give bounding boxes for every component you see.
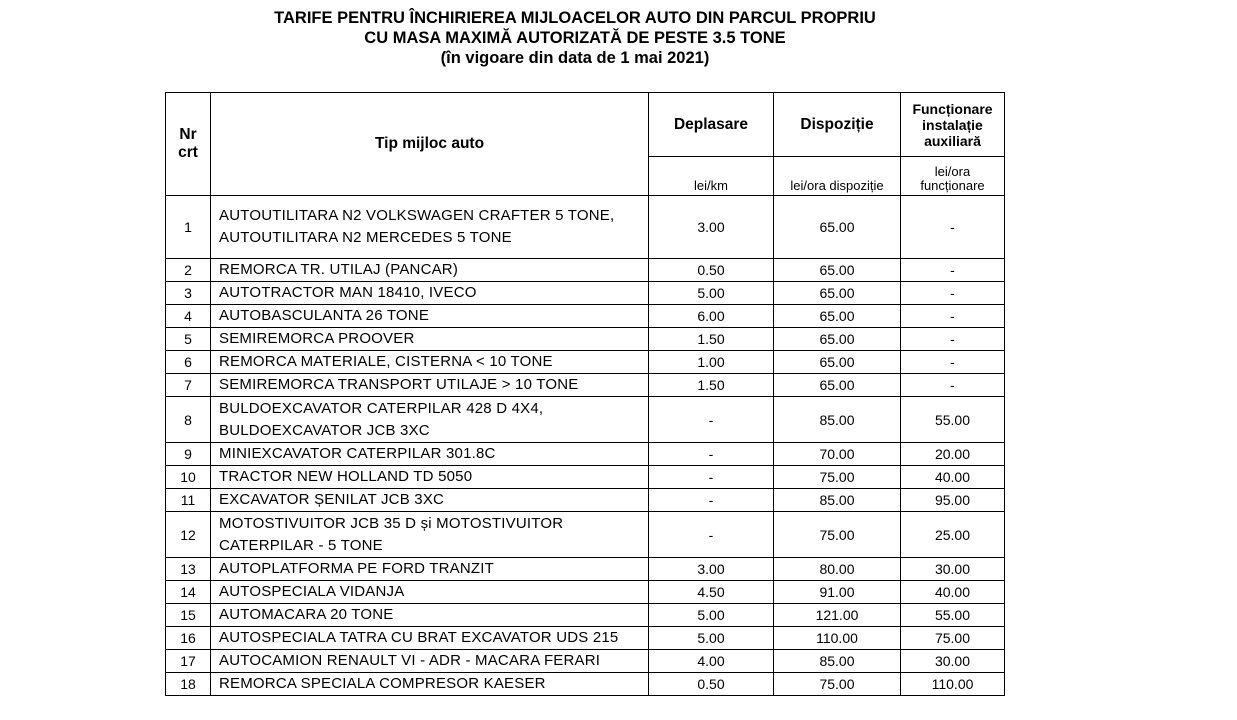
row-nr: 8 [166, 397, 211, 443]
row-name: TRACTOR NEW HOLLAND TD 5050 [211, 466, 649, 489]
row-name [211, 196, 649, 259]
row-name-line1: MOTOSTIVUITOR JCB 35 D și MOTOSTIVUITOR [219, 514, 564, 532]
row-deplasare: - [649, 466, 774, 489]
table-row [166, 627, 1005, 650]
row-functionare: 55.00 [901, 604, 1005, 627]
table-row [166, 581, 1005, 604]
row-name: SEMIREMORCA PROOVER [211, 328, 649, 351]
row-nr: 12 [166, 512, 211, 558]
table-row [166, 466, 1005, 489]
row-dispozitie: 70.00 [774, 443, 901, 466]
row-name: AUTOSPECIALA TATRA CU BRAT EXCAVATOR UDS 215 [211, 627, 649, 650]
header-nr [166, 93, 211, 196]
row-dispozitie: 80.00 [774, 558, 901, 581]
header-deplasare: Deplasare [649, 93, 774, 157]
row-dispozitie: 65.00 [774, 374, 901, 397]
row-dispozitie: 65.00 [774, 196, 901, 259]
header-tip: Tip mijloc auto [211, 93, 649, 196]
row-deplasare: 5.00 [649, 627, 774, 650]
row-name: EXCAVATOR ȘENILAT JCB 3XC [211, 489, 649, 512]
table-row [166, 351, 1005, 374]
unit-deplasare: lei/km [649, 157, 774, 196]
header-nr-line1: Nr [179, 126, 197, 143]
table-row [166, 604, 1005, 627]
header-dispozitie: Dispoziție [774, 93, 901, 157]
row-name: AUTOCAMION RENAULT VI - ADR - MACARA FERARI [211, 650, 649, 673]
row-dispozitie: 65.00 [774, 351, 901, 374]
row-deplasare: 4.50 [649, 581, 774, 604]
row-functionare: 20.00 [901, 443, 1005, 466]
row-functionare: - [901, 351, 1005, 374]
table-row [166, 328, 1005, 351]
row-deplasare: 3.00 [649, 558, 774, 581]
table-header-row [166, 93, 1005, 157]
row-nr: 1 [166, 196, 211, 259]
title-line-3: (în vigoare din data de 1 mai 2021) [440, 49, 710, 67]
row-deplasare: - [649, 512, 774, 558]
row-functionare: 40.00 [901, 466, 1005, 489]
table-row [166, 673, 1005, 696]
row-nr: 2 [166, 259, 211, 282]
row-name: AUTOBASCULANTA 26 TONE [211, 305, 649, 328]
row-functionare: 110.00 [901, 673, 1005, 696]
title-line-1: TARIFE PENTRU ÎNCHIRIEREA MIJLOACELOR AUTO DIN PARCUL PROPRIU [274, 9, 876, 27]
table-row [166, 443, 1005, 466]
header-functionare [901, 93, 1005, 157]
unit-functionare-line1: lei/ora [934, 164, 971, 179]
row-deplasare: 0.50 [649, 259, 774, 282]
row-name: AUTOSPECIALA VIDANJA [211, 581, 649, 604]
row-name-line1: BULDOEXCAVATOR CATERPILAR 428 D 4X4, [219, 399, 544, 417]
row-nr: 3 [166, 282, 211, 305]
row-name-line2: AUTOUTILITARA N2 MERCEDES 5 TONE [219, 229, 512, 246]
row-functionare: 95.00 [901, 489, 1005, 512]
table-row [166, 558, 1005, 581]
header-functionare-line1: Funcționare [912, 100, 993, 117]
row-deplasare: 1.50 [649, 374, 774, 397]
table-row [166, 259, 1005, 282]
row-functionare: - [901, 305, 1005, 328]
table-row [166, 512, 1005, 558]
table-row [166, 305, 1005, 328]
row-dispozitie: 85.00 [774, 397, 901, 443]
table-row [166, 397, 1005, 443]
row-nr: 5 [166, 328, 211, 351]
row-nr: 10 [166, 466, 211, 489]
title-line-2: CU MASA MAXIMĂ AUTORIZATĂ DE PESTE 3.5 TONE [364, 29, 786, 47]
row-deplasare: 1.50 [649, 328, 774, 351]
row-name: AUTOTRACTOR MAN 18410, IVECO [211, 282, 649, 305]
row-dispozitie: 65.00 [774, 259, 901, 282]
row-nr: 16 [166, 627, 211, 650]
table-row [166, 282, 1005, 305]
header-functionare-line2: instalație [922, 116, 983, 133]
row-functionare: 30.00 [901, 558, 1005, 581]
row-nr: 13 [166, 558, 211, 581]
table-row [166, 489, 1005, 512]
row-deplasare: - [649, 397, 774, 443]
row-name-line1: AUTOUTILITARA N2 VOLKSWAGEN CRAFTER 5 TONE, [219, 207, 615, 224]
row-dispozitie: 85.00 [774, 650, 901, 673]
row-deplasare: 5.00 [649, 604, 774, 627]
row-nr: 15 [166, 604, 211, 627]
row-nr: 7 [166, 374, 211, 397]
row-functionare: 30.00 [901, 650, 1005, 673]
row-name [211, 397, 649, 443]
row-dispozitie: 75.00 [774, 673, 901, 696]
row-name: AUTOPLATFORMA PE FORD TRANZIT [211, 558, 649, 581]
row-deplasare: 3.00 [649, 196, 774, 259]
row-functionare: 75.00 [901, 627, 1005, 650]
row-name-line2: CATERPILAR - 5 TONE [219, 536, 383, 554]
row-dispozitie: 65.00 [774, 328, 901, 351]
row-name: REMORCA SPECIALA COMPRESOR KAESER [211, 673, 649, 696]
row-dispozitie: 75.00 [774, 466, 901, 489]
row-functionare: 55.00 [901, 397, 1005, 443]
row-dispozitie: 65.00 [774, 305, 901, 328]
table-row [166, 650, 1005, 673]
row-deplasare: 5.00 [649, 282, 774, 305]
row-name [211, 512, 649, 558]
row-functionare: 25.00 [901, 512, 1005, 558]
row-functionare: - [901, 259, 1005, 282]
row-nr: 6 [166, 351, 211, 374]
header-nr-line2: crt [178, 144, 198, 161]
row-deplasare: - [649, 489, 774, 512]
table-row [166, 196, 1005, 259]
row-dispozitie: 110.00 [774, 627, 901, 650]
unit-functionare [901, 157, 1005, 196]
tariff-table [165, 92, 1005, 696]
row-functionare: - [901, 196, 1005, 259]
row-name-line2: BULDOEXCAVATOR JCB 3XC [219, 421, 430, 439]
row-name: REMORCA TR. UTILAJ (PANCAR) [211, 259, 649, 282]
row-functionare: - [901, 328, 1005, 351]
unit-functionare-line2: funcționare [920, 178, 985, 193]
row-deplasare: 4.00 [649, 650, 774, 673]
row-functionare: 40.00 [901, 581, 1005, 604]
row-nr: 9 [166, 443, 211, 466]
row-nr: 4 [166, 305, 211, 328]
row-deplasare: - [649, 443, 774, 466]
row-dispozitie: 91.00 [774, 581, 901, 604]
row-nr: 18 [166, 673, 211, 696]
document-title [0, 8, 1150, 68]
row-name: REMORCA MATERIALE, CISTERNA < 10 TONE [211, 351, 649, 374]
row-name: SEMIREMORCA TRANSPORT UTILAJE > 10 TONE [211, 374, 649, 397]
row-dispozitie: 121.00 [774, 604, 901, 627]
row-deplasare: 0.50 [649, 673, 774, 696]
row-name: MINIEXCAVATOR CATERPILAR 301.8C [211, 443, 649, 466]
row-nr: 17 [166, 650, 211, 673]
row-dispozitie: 65.00 [774, 282, 901, 305]
row-dispozitie: 85.00 [774, 489, 901, 512]
row-nr: 14 [166, 581, 211, 604]
unit-dispozitie: lei/ora dispoziție [774, 157, 901, 196]
row-deplasare: 6.00 [649, 305, 774, 328]
row-dispozitie: 75.00 [774, 512, 901, 558]
row-nr: 11 [166, 489, 211, 512]
row-functionare: - [901, 282, 1005, 305]
row-name: AUTOMACARA 20 TONE [211, 604, 649, 627]
table-row [166, 374, 1005, 397]
row-deplasare: 1.00 [649, 351, 774, 374]
header-functionare-line3: auxiliară [924, 132, 981, 149]
row-functionare: - [901, 374, 1005, 397]
